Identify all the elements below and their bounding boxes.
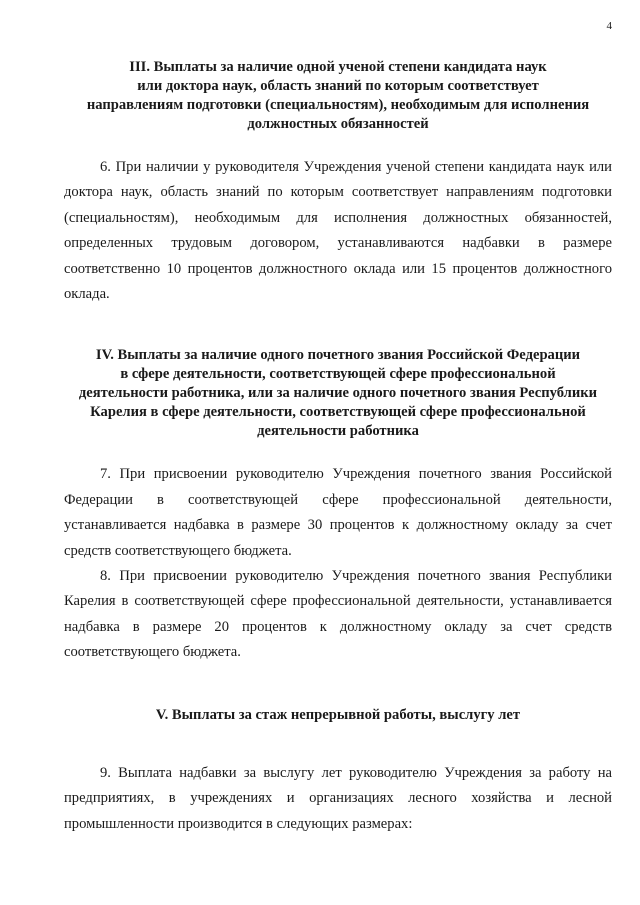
section-heading-iii: [64, 58, 612, 134]
heading-line: деятельности работника, или за наличие одного почетного звания Республики: [78, 385, 598, 402]
heading-line: V. Выплаты за стаж непрерывной работы, выслугу лет: [155, 706, 521, 723]
paragraph-9: 9. Выплата надбавки за выслугу лет руководителю Учреждения за работу на предприятиях, в учреждениях и организациях лесного хозяйства и лесной промышленности производится в следующих размерах:: [64, 764, 612, 832]
heading-line: должностных обязанностей: [247, 116, 429, 132]
heading-line: IV. Выплаты за наличие одного почетного звания Российской Федерации: [95, 347, 581, 364]
page-number: 4: [606, 20, 612, 32]
heading-line: или доктора наук, область знаний по которым соответствует: [137, 78, 539, 94]
heading-line: III. Выплаты за наличие одной ученой степени кандидата наук: [129, 59, 547, 75]
section-heading-iv: [64, 346, 612, 441]
heading-line: направлениям подготовки (специальностям), необходимым для исполнения: [86, 97, 590, 113]
paragraph-7: 7. При присвоении руководителю Учреждения почетного звания Российской Федерации в соответствующей сфере профессиональной деятельности, устанавливается надбавка в размере 30 процентов к должностному окладу за счет средств соответствующего бюджета.: [64, 466, 612, 559]
paragraph-6: 6. При наличии у руководителя Учреждения ученой степени кандидата наук или доктора наук, область знаний по которым соответствует направлениям подготовки (специальностям), необходимым для исполнения должностных обязанностей, определенных трудовым договором, устанавливаются надбавки в размере соответственно 10 процентов должностного оклада или 15 процентов должностного оклада.: [64, 159, 612, 303]
heading-line: деятельности работника: [257, 423, 419, 440]
heading-line: в сфере деятельности, соответствующей сфере профессиональной: [120, 366, 556, 383]
heading-line: Карелия в сфере деятельности, соответствующей сфере профессиональной: [90, 404, 586, 421]
paragraph-8: 8. При присвоении руководителю Учреждения почетного звания Республики Карелия в соответствующей сфере профессиональной деятельности, устанавливается надбавка в размере 20 процентов к должностному окладу за счет средств соответствующего бюджета.: [64, 568, 612, 661]
section-heading-v: [64, 706, 612, 725]
document-body: [64, 58, 612, 837]
